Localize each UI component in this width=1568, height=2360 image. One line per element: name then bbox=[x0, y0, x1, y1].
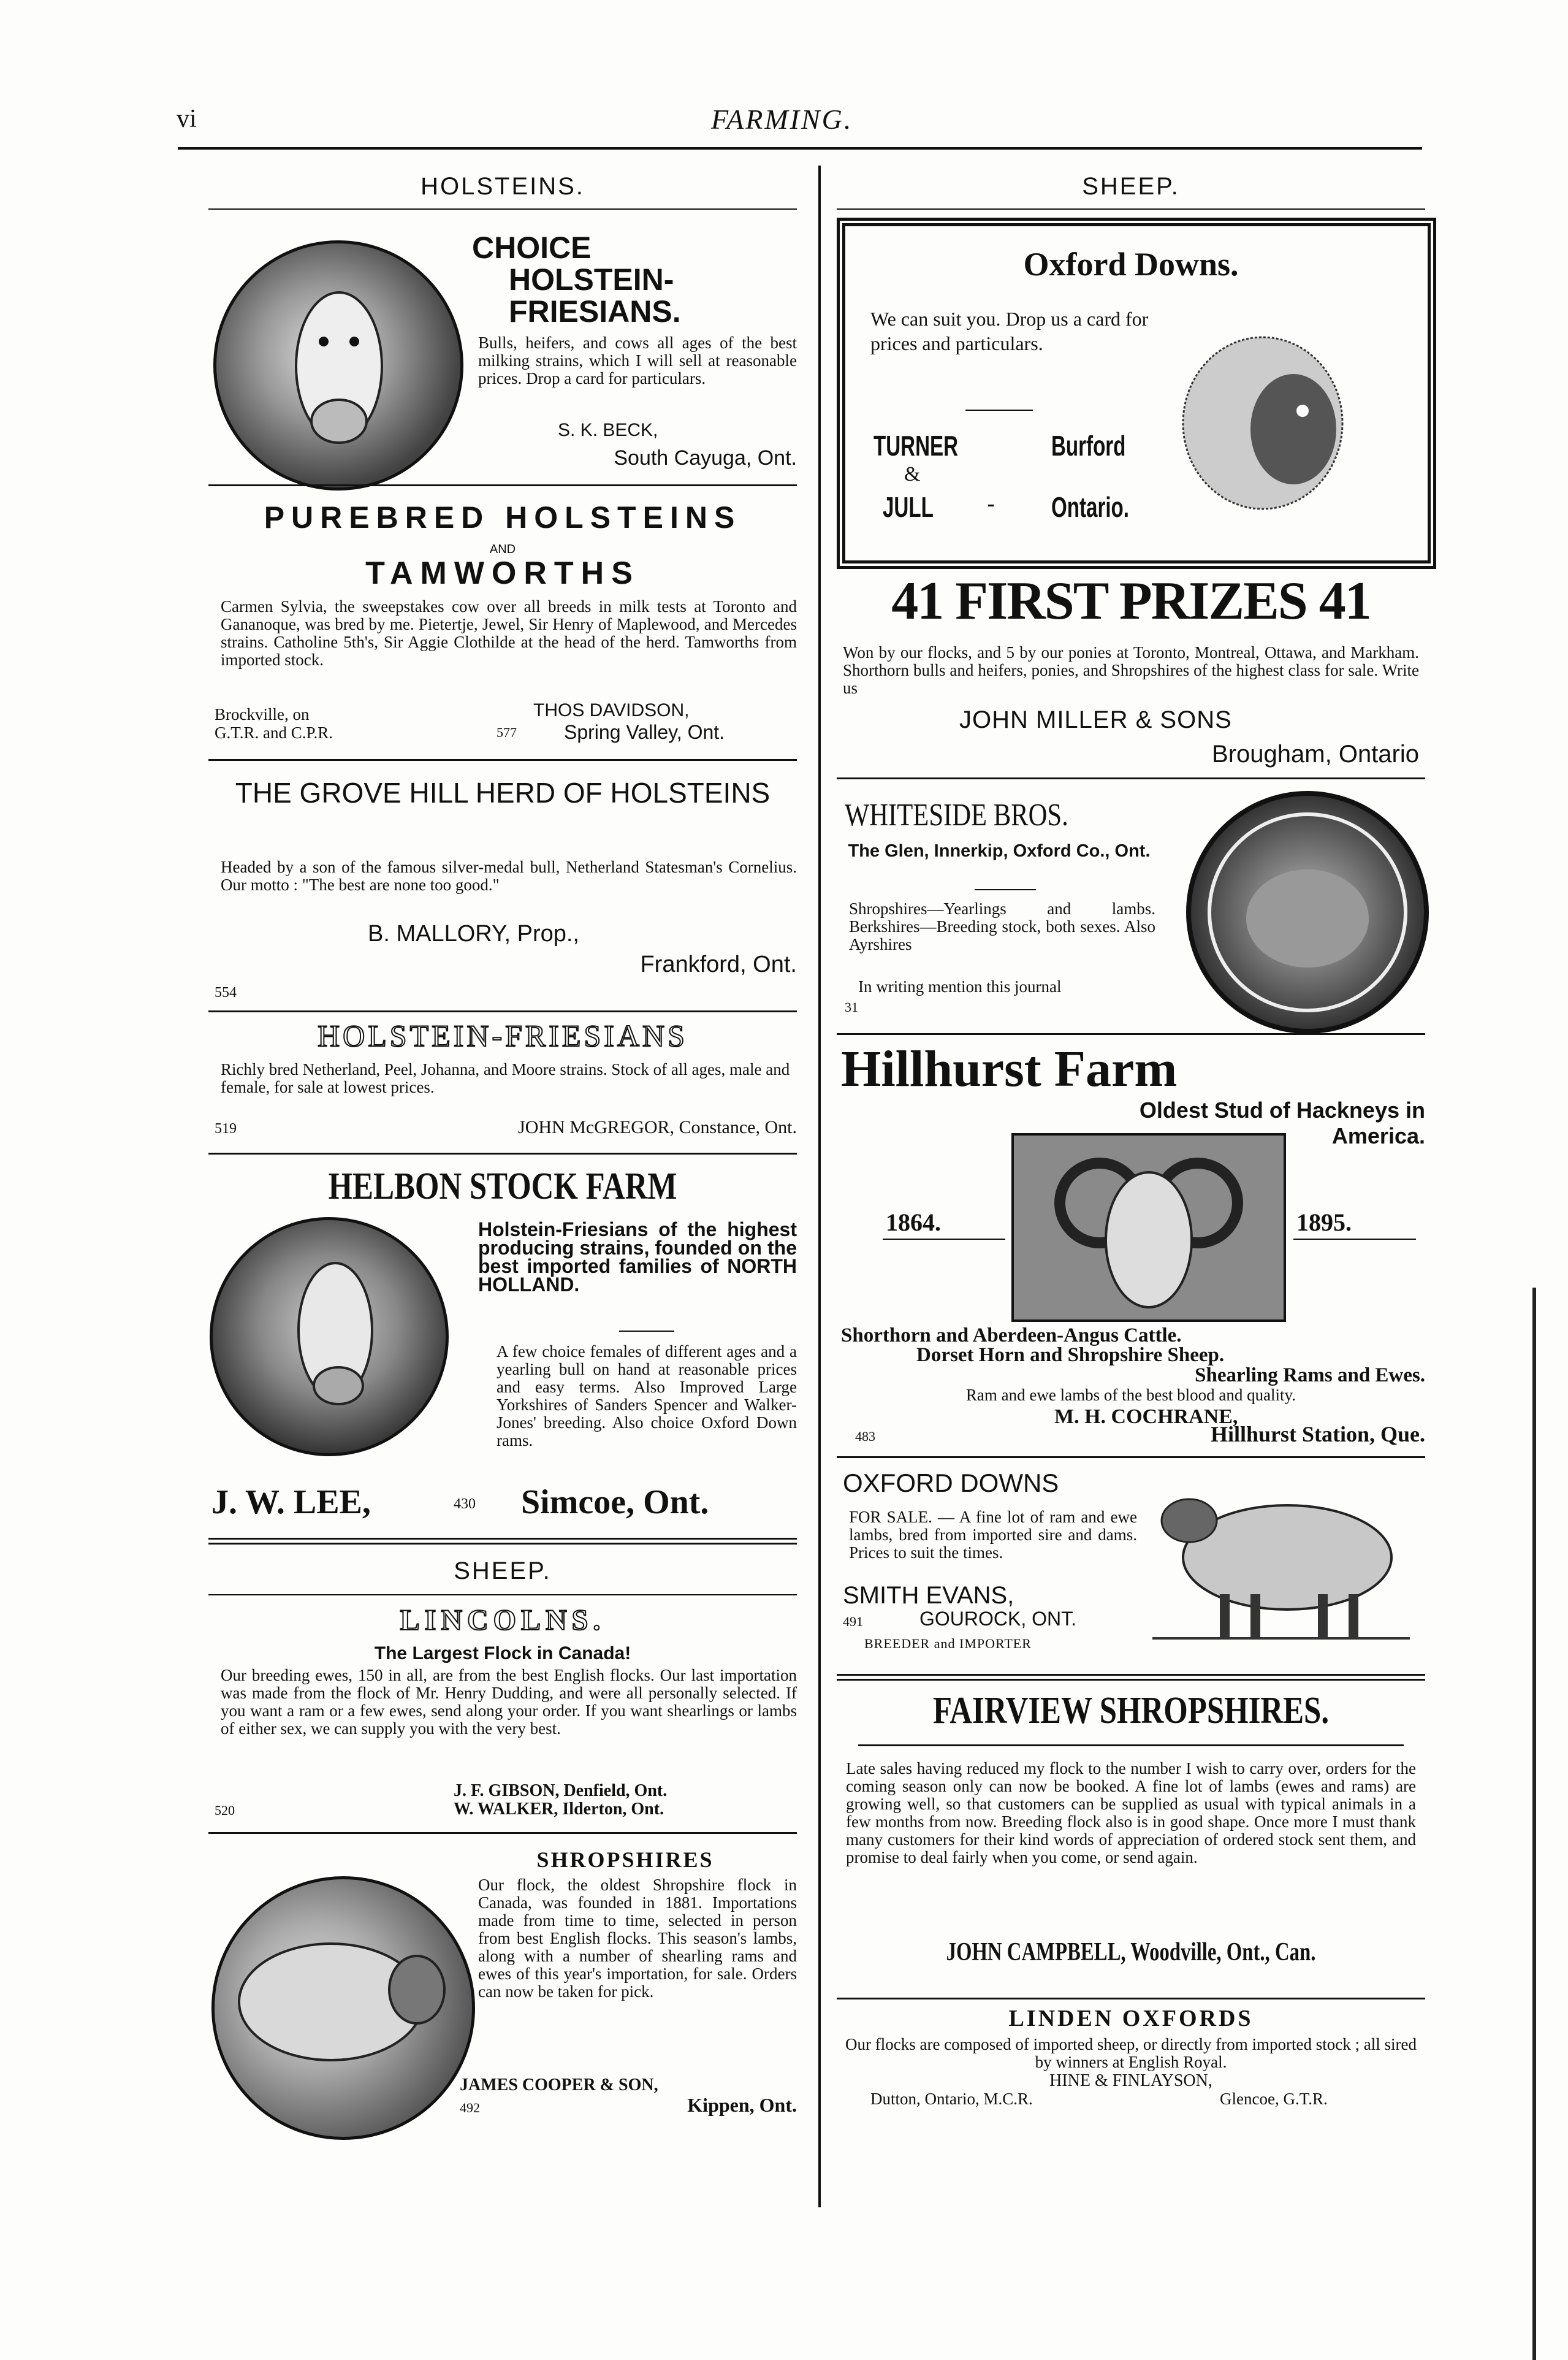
whiteside-num: 31 bbox=[845, 999, 858, 1015]
lincolns-num: 520 bbox=[215, 1803, 235, 1818]
turner-n2: JULL bbox=[883, 491, 934, 523]
cooper-name: JAMES COOPER & SON, bbox=[460, 2076, 658, 2095]
mallory-title: THE GROVE HILL HERD OF HOLSTEINS bbox=[235, 777, 771, 809]
column-divider bbox=[818, 166, 821, 2207]
rule bbox=[208, 1153, 797, 1155]
cow-illustration bbox=[210, 1217, 449, 1456]
miller-name: JOHN MILLER & SONS bbox=[959, 706, 1232, 733]
rule bbox=[208, 1543, 797, 1545]
sheep-illustration bbox=[211, 1876, 475, 2140]
helbon-title: HELBON STOCK FARM bbox=[328, 1166, 677, 1207]
rule bbox=[837, 1998, 1425, 1999]
lincolns-title: LINCOLNS. bbox=[400, 1604, 606, 1636]
lincolns-sub: The Largest Flock in Canada! bbox=[374, 1643, 631, 1663]
mallory-name: B. MALLORY, Prop., bbox=[368, 921, 579, 947]
whiteside-addr: The Glen, Innerkip, Oxford Co., Ont. bbox=[848, 841, 1151, 861]
miller-title: 41 FIRST PRIZES 41 bbox=[891, 571, 1371, 631]
cooper-title: SHROPSHIRES bbox=[536, 1847, 714, 1872]
lincolns-name2: W. WALKER, Ilderton, Ont. bbox=[454, 1800, 664, 1819]
davidson-num: 577 bbox=[497, 725, 517, 740]
sheep-head-icon bbox=[1171, 319, 1361, 521]
hillhurst-line1: Shorthorn and Aberdeen-Angus Cattle. bbox=[841, 1324, 1182, 1346]
campbell-title: FAIRVIEW SHROPSHIRES. bbox=[932, 1690, 1330, 1732]
rule bbox=[208, 1594, 797, 1595]
whiteside-note: In writing mention this journal bbox=[858, 977, 1062, 996]
evans-place: GOUROCK, ONT. bbox=[919, 1608, 1077, 1630]
page-number: vi bbox=[177, 105, 197, 133]
davidson-title2: TAMWORTHS bbox=[365, 556, 640, 591]
cooper-place: Kippen, Ont. bbox=[687, 2094, 797, 2116]
section-heading-sheep-left: SHEEP. bbox=[454, 1557, 552, 1584]
ram-illustration bbox=[1011, 1133, 1286, 1322]
hillhurst-line4: Ram and ewe lambs of the best blood and quality. bbox=[965, 1386, 1296, 1404]
cooper-body: Our flock, the oldest Shropshire flock in Canada, was founded in 1881. Importations made from time to time, selected in person from best English flocks. This season's lambs, along with a number of shearling rams and ewes of this year's importation, for sale. Orders can now be taken for pick. bbox=[478, 1876, 797, 2001]
rule bbox=[837, 208, 1425, 210]
helbon-name: J. W. LEE, bbox=[211, 1483, 371, 1521]
davidson-left2: G.T.R. and C.P.R. bbox=[215, 724, 333, 742]
cow-head-icon bbox=[213, 1220, 446, 1453]
hine-body: Our flocks are composed of imported sheep, or directly from imported stock ; all sired by winners at English Royal. bbox=[845, 2035, 1417, 2071]
rule bbox=[837, 777, 1425, 779]
mallory-place: Frankford, Ont. bbox=[640, 952, 797, 977]
davidson-left1: Brockville, on bbox=[215, 705, 310, 724]
campbell-name: JOHN CAMPBELL, Woodville, Ont., Can. bbox=[946, 1938, 1316, 1966]
sheep-head-icon bbox=[215, 1879, 472, 2137]
sheep-head-illustration bbox=[1171, 319, 1361, 521]
beck-place: South Cayuga, Ont. bbox=[614, 446, 797, 470]
miller-body: Won by our flocks, and 5 by our ponies at Toronto, Montreal, Ottawa, and Markham. Shorthorn bulls and heifers, ponies, and Shropshires of the highest class for sale. Write us bbox=[843, 643, 1419, 697]
davidson-title: PUREBRED HOLSTEINS bbox=[264, 500, 742, 535]
turner-p1: Burford bbox=[1051, 430, 1126, 462]
davidson-name: THOS DAVIDSON, bbox=[533, 700, 690, 720]
rule bbox=[837, 1456, 1425, 1458]
rule bbox=[837, 1679, 1425, 1681]
hillhurst-sub: Oldest Stud of Hackneys in America. bbox=[1139, 1098, 1425, 1148]
rule bbox=[208, 208, 797, 210]
helbon-intro: Holstein-Friesians of the highest producing strains, founded on the best imported families of NORTH HOLLAND. bbox=[478, 1218, 797, 1296]
evans-sub: BREEDER and IMPORTER bbox=[864, 1636, 1032, 1651]
mcgregor-title: HOLSTEIN-FRIESIANS bbox=[318, 1018, 688, 1053]
ram-head-icon bbox=[1014, 1136, 1284, 1319]
hillhurst-line3: Shearling Rams and Ewes. bbox=[1195, 1364, 1425, 1386]
evans-name: SMITH EVANS, bbox=[843, 1582, 1014, 1609]
beck-body: Bulls, heifers, and cows all ages of the best milking strains, which I will sell at reasonable prices. Drop a card for particulars. bbox=[478, 334, 797, 388]
section-heading-holsteins: HOLSTEINS. bbox=[421, 173, 585, 200]
turner-n1: TURNER bbox=[873, 430, 959, 462]
davidson-and: AND bbox=[489, 543, 516, 556]
helbon-body: A few choice females of different ages and a yearling bull on hand at reasonable prices and easy terms. Also Improved Large Yorkshires of Sanders Spencer and Walker-Jones' breeding. Also choice Oxford Down rams. bbox=[497, 1342, 797, 1449]
rule bbox=[837, 1674, 1425, 1676]
mallory-body: Headed by a son of the famous silver-medal bull, Netherland Statesman's Cornelius. Our motto : "The best are none too good." bbox=[221, 858, 797, 894]
hillhurst-num: 483 bbox=[855, 1429, 875, 1444]
whiteside-title: WHITESIDE BROS. bbox=[845, 798, 1068, 833]
evans-num: 491 bbox=[843, 1614, 863, 1629]
hine-title: LINDEN OXFORDS bbox=[1008, 2006, 1254, 2031]
helbon-place: Simcoe, Ont. bbox=[521, 1483, 709, 1521]
rule bbox=[837, 1033, 1425, 1035]
rule bbox=[975, 889, 1036, 890]
scan-edge bbox=[1532, 1288, 1536, 2360]
turner-title: Oxford Downs. bbox=[1023, 246, 1239, 283]
beck-title-line: CHOICE bbox=[472, 231, 592, 265]
beck-title-line: FRIESIANS. bbox=[509, 294, 681, 329]
beck-name: S. K. BECK, bbox=[558, 420, 658, 440]
miller-place: Brougham, Ontario bbox=[1212, 741, 1419, 768]
beck-title-line: HOLSTEIN- bbox=[509, 262, 674, 297]
cow-head-icon bbox=[216, 243, 460, 487]
hine-left: Dutton, Ontario, M.C.R. bbox=[870, 2090, 1033, 2108]
rule bbox=[208, 1010, 797, 1012]
turner-dash: - bbox=[987, 491, 995, 517]
campbell-body: Late sales having reduced my flock to the number I wish to carry over, orders for the coming season only can now be booked. A fine lot of lambs (ewes and rams) are growing well, so that customers can be supplied as usual with typical animals in a few months from now. Breeding flock also is in good shape. Once more I must thank many customers for their kind words of appreciation of ordered stock sent them, and promise to deal fairly when you come, or send again. bbox=[846, 1759, 1416, 1866]
davidson-place: Spring Valley, Ont. bbox=[564, 721, 725, 743]
davidson-body: Carmen Sylvia, the sweepstakes cow over all breeds in milk tests at Toronto and Gananoque, was bred by me. Pietertje, Jewel, Sir Henry of Maplewood, and Mercedes strains. Catholine 5th's, Sir Aggie Clothilde at the head of the herd. Tamworths from imported stock. bbox=[221, 597, 797, 669]
whiteside-body: Shropshires—Yearlings and lambs. Berkshires—Breeding stock, both sexes. Also Ayrshires bbox=[849, 899, 1155, 953]
rule bbox=[208, 1538, 797, 1540]
hine-right: Glencoe, G.T.R. bbox=[1220, 2090, 1328, 2108]
rule bbox=[1293, 1239, 1416, 1240]
cow-illustration bbox=[213, 240, 463, 491]
hine-name: HINE & FINLAYSON, bbox=[1049, 2071, 1212, 2090]
turner-p2: Ontario. bbox=[1051, 491, 1129, 523]
hillhurst-year2: 1895. bbox=[1296, 1209, 1352, 1236]
turner-amp: & bbox=[904, 463, 921, 486]
sheep-illustration bbox=[1140, 1478, 1416, 1649]
helbon-num: 430 bbox=[454, 1496, 476, 1512]
header-rule bbox=[178, 147, 1422, 150]
page-title: FARMING. bbox=[711, 104, 853, 135]
sheep-icon bbox=[1191, 796, 1424, 1029]
mcgregor-body: Richly bred Netherland, Peel, Johanna, and Moore strains. Stock of all ages, male and female, for sale at lowest prices. bbox=[221, 1060, 790, 1096]
rule bbox=[883, 1239, 1005, 1240]
cooper-num: 492 bbox=[460, 2100, 480, 2115]
rule bbox=[619, 1331, 674, 1332]
section-heading-sheep-right: SHEEP. bbox=[1082, 173, 1180, 200]
lincolns-body: Our breeding ewes, 150 in all, are from the best English flocks. Our last importation was made from the flock of Mr. Henry Dudding, and were all personally selected. If you want a ram or a few ewes, send along your order. If you want shearlings or lambs of either sex, we can supply you with the very best. bbox=[221, 1666, 797, 1738]
evans-title: OXFORD DOWNS bbox=[843, 1468, 1059, 1497]
turner-body: We can suit you. Drop us a card for prices and particulars. bbox=[870, 308, 1149, 354]
rule bbox=[208, 759, 797, 761]
hillhurst-year1: 1864. bbox=[886, 1209, 941, 1236]
hillhurst-place: Hillhurst Station, Que. bbox=[1210, 1422, 1425, 1446]
hillhurst-line2: Dorset Horn and Shropshire Sheep. bbox=[916, 1344, 1225, 1366]
lincolns-name1: J. F. GIBSON, Denfield, Ont. bbox=[454, 1781, 668, 1800]
mallory-num: 554 bbox=[215, 985, 237, 1001]
rule bbox=[858, 1744, 1404, 1746]
evans-body: FOR SALE. — A fine lot of ram and ewe lambs, bred from imported sire and dams. Prices to suit the times. bbox=[849, 1508, 1137, 1562]
hillhurst-name: M. H. COCHRANE, bbox=[1054, 1405, 1238, 1428]
animal-illustration bbox=[1186, 791, 1429, 1034]
sheep-icon bbox=[1140, 1478, 1416, 1649]
mcgregor-num: 519 bbox=[215, 1121, 237, 1137]
hillhurst-title: Hillhurst Farm bbox=[841, 1041, 1178, 1098]
rule bbox=[965, 410, 1033, 411]
rule bbox=[208, 484, 797, 486]
beck-title bbox=[472, 232, 681, 327]
rule bbox=[208, 1832, 797, 1834]
mcgregor-name: JOHN McGREGOR, Constance, Ont. bbox=[518, 1117, 797, 1137]
